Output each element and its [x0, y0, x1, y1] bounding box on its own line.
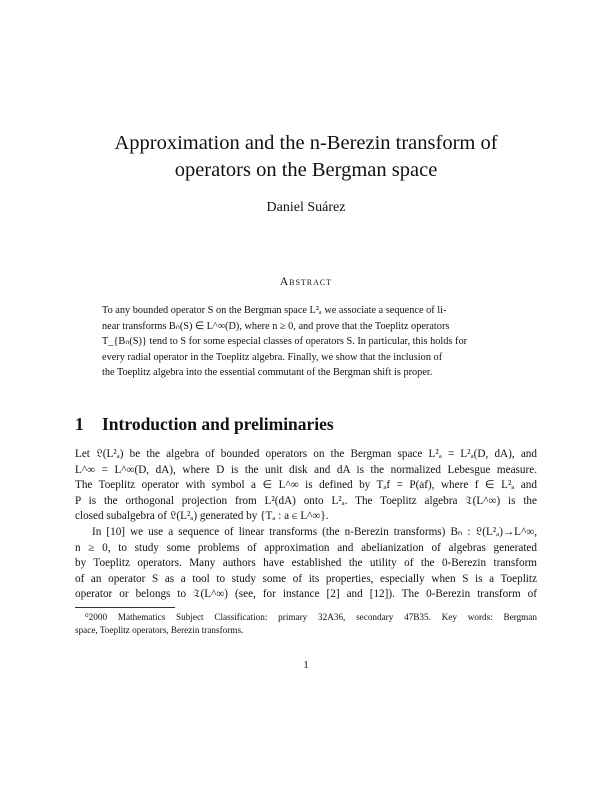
abstract-line: near transforms Bₙ(S) ∈ L^∞(D), where n ≥ 0, and prove that the Toeplitz operators [102, 320, 450, 332]
footnote [75, 611, 537, 637]
paper-title [60, 130, 552, 184]
paragraph-1-line: L^∞ = L^∞(D, dA), where D is the unit disk and dA is the normalized Lebesgue measure. [75, 463, 537, 476]
paragraph-2-line: of an operator S as a tool to study some of its properties, especially when S is a Toeplitz [75, 572, 537, 585]
paragraph-2-line: In [10] we use a sequence of linear transforms (the n-Berezin transforms) Bₙ : 𝔏(L²ₐ)→L^∞, [92, 525, 537, 538]
paragraph-1-line: The Toeplitz operator with symbol a ∈ L^∞ is defined by Tₐf = P(af), where f ∈ L²ₐ and [75, 479, 537, 492]
abstract-line: To any bounded operator S on the Bergman space L²ₐ we associate a sequence of li- [102, 305, 447, 316]
paragraph-1-line: closed subalgebra of 𝔏(L²ₐ) generated by {Tₐ : a ∈ L^∞}. [75, 510, 329, 523]
page-number: 1 [303, 659, 309, 671]
body-text [75, 447, 537, 603]
section-number: 1 [75, 414, 84, 434]
title-line-1: Approximation and the n-Berezin transform of [114, 132, 498, 154]
footnote-line-2: space, Toeplitz operators, Berezin transforms. [75, 625, 244, 635]
abstract-line: every radial operator in the Toeplitz algebra. Finally, we show that the inclusion of [102, 351, 443, 363]
paragraph-1-line: Let 𝔏(L²ₐ) be the algebra of bounded operators on the Bergman space L²ₐ = L²ₐ(D, dA), and [75, 448, 537, 460]
abstract-body [102, 303, 512, 381]
abstract-line: the Toeplitz algebra into the essential commutant of the Bergman shift is proper. [102, 367, 433, 378]
footnote-rule [75, 607, 175, 608]
paragraph-1-line: P is the orthogonal projection from L²(dA) onto L²ₐ. The Toeplitz algebra 𝔗(L^∞) is the [75, 494, 537, 507]
title-line-2: operators on the Bergman space [174, 159, 438, 181]
abstract-heading: Abstract [279, 276, 333, 288]
footnote-line-1: ⁰2000 Mathematics Subject Classification: primary 32A36, secondary 47B35. Key words: Bergman [85, 612, 537, 622]
section-heading [75, 414, 334, 435]
paragraph-2-line: by Toeplitz operators. Many authors have established the utility of the 0-Berezin transform [75, 557, 537, 570]
section-title: Introduction and preliminaries [102, 414, 334, 434]
author-name: Daniel Suárez [266, 200, 346, 215]
paragraph-2-line: operator or belongs to 𝔗(L^∞) (see, for instance [2] and [12]). The 0-Berezin transform of [75, 588, 537, 601]
abstract-line: T_{Bₙ(S)} tend to S for some especial classes of operators S. In particular, this holds for [102, 336, 468, 347]
paragraph-2-line: n ≥ 0, to study some problems of approximation and abelianization of algebras generated [75, 541, 537, 554]
